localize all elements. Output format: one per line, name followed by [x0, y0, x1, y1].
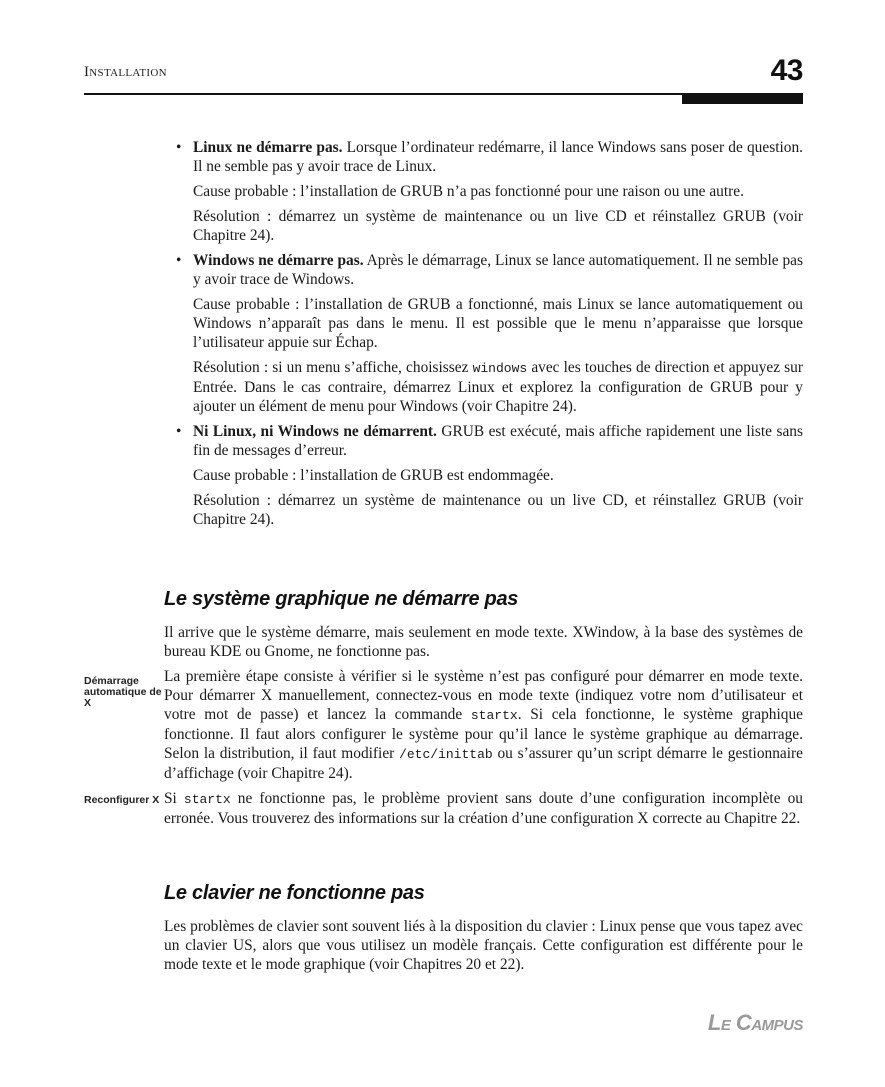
resolution-pre: Résolution : si un menu s’affiche, choisissez: [193, 359, 473, 376]
list-item: [176, 138, 803, 245]
bullet-icon: •: [176, 252, 182, 269]
section-keyboard: [164, 884, 803, 980]
bullet-cause: Cause probable : l’installation de GRUB est endommagée.: [193, 467, 554, 484]
margin-note-demarrage: Démarrage automatique de X: [84, 675, 162, 709]
publisher-logo: [708, 1010, 803, 1036]
inline-code: startx: [183, 792, 231, 807]
bullet-cause: Cause probable : l’installation de GRUB a fonctionné, mais Linux se lance automatiquement ou Windows n’apparaît pas dans le menu. Il est possible que le menu n’apparaisse que lorsque l’utilisateur appuie sur Échap.: [193, 296, 803, 351]
bullet-icon: •: [176, 423, 182, 440]
header-bar: [682, 93, 803, 104]
bullet-title: Ni Linux, ni Windows ne démarrent.: [193, 423, 437, 440]
troubleshooting-list: [176, 138, 803, 535]
bullet-text: Après le démarrage, Linux se lance automatiquement. Il ne semble pas y avoir trace de Windows.: [193, 252, 803, 288]
inline-code: startx: [470, 708, 518, 723]
inline-code: windows: [472, 361, 528, 376]
bullet-intro: [193, 251, 803, 289]
section-paragraph: Il arrive que le système démarre, mais seulement en mode texte. XWindow, à la base des systèmes de bureau KDE ou Gnome, ne fonctionne pas.: [164, 624, 803, 660]
chapter-title-text: Installation: [84, 64, 167, 80]
bullet-text: Lorsque l’ordinateur redémarre, il lance Windows sans poser de question. Il ne semble pas y avoir trace de Linux.: [193, 139, 803, 175]
bullet-intro: [193, 138, 803, 176]
bullet-icon: •: [176, 139, 182, 156]
section-paragraph: [164, 789, 803, 828]
bullet-cause: Cause probable : l’installation de GRUB n’a pas fonctionné pour une raison ou une autre.: [193, 183, 744, 200]
page-number: 43: [770, 54, 803, 87]
resolution-post: avec les touches de direction et appuyez sur Entrée. Dans le cas contraire, démarrez Linux et explorez la configuration de GRUB pour y ajouter un élément de menu pour Windows (voir Chapitre 24).: [193, 359, 803, 415]
bullet-resolution: Résolution : démarrez un système de maintenance ou un live CD, et réinstallez GRUB (voir Chapitre 24).: [193, 492, 803, 528]
bullet-resolution: [193, 358, 803, 416]
chapter-title: [84, 64, 167, 81]
bullet-title: Linux ne démarre pas.: [193, 139, 343, 156]
margin-note-reconfigurer: Reconfigurer X: [84, 794, 160, 806]
text-run: . Si cela fonctionne, le système graphique fonctionne. Il faut alors configurer le système pour qu’il lance le système graphique au démarrage. Selon la distribution, il faut modifier: [164, 706, 803, 762]
text-run: ne fonctionne pas, le problème provient sans doute d’une configuration incomplète ou erronée. Vous trouverez des informations sur la création d’une configuration X correcte au Chapitre 22.: [164, 790, 803, 827]
text-run: La première étape consiste à vérifier si le système n’est pas configuré pour démarrer en mode texte. Pour démarrer X manuellement, connectez-vous en mode texte (indiquez votre nom d’utilisateur et votre mot de passe) et lancez la commande: [164, 668, 803, 723]
section-paragraph: [164, 667, 803, 783]
bullet-intro: [193, 422, 803, 460]
section-graphics: [164, 590, 803, 834]
bullet-text: GRUB est exécuté, mais affiche rapidement une liste sans fin de messages d’erreur.: [193, 423, 803, 459]
bullet-title: Windows ne démarre pas.: [193, 252, 364, 269]
bullet-resolution: Résolution : démarrez un système de maintenance ou un live CD et réinstallez GRUB (voir Chapitre 24).: [193, 208, 803, 244]
section-heading: Le clavier ne fonctionne pas: [164, 882, 425, 904]
list-item: [176, 422, 803, 529]
text-run: Si: [164, 790, 184, 807]
publisher-logo-text: Le Campus: [707, 1010, 803, 1035]
list-item: [176, 251, 803, 416]
text-run: ou s’assurer qu’un script démarre le gestionnaire d’affichage (voir Chapitre 24).: [164, 745, 803, 782]
section-heading: Le système graphique ne démarre pas: [164, 588, 519, 610]
inline-code: /etc/inittab: [399, 747, 493, 762]
section-paragraph: Les problèmes de clavier sont souvent liés à la disposition du clavier : Linux pense que vous tapez avec un clavier US, alors que vous utilisez un modèle français. Cette configuration est différente pour le mode texte et le mode graphique (voir Chapitres 20 et 22).: [164, 918, 803, 973]
